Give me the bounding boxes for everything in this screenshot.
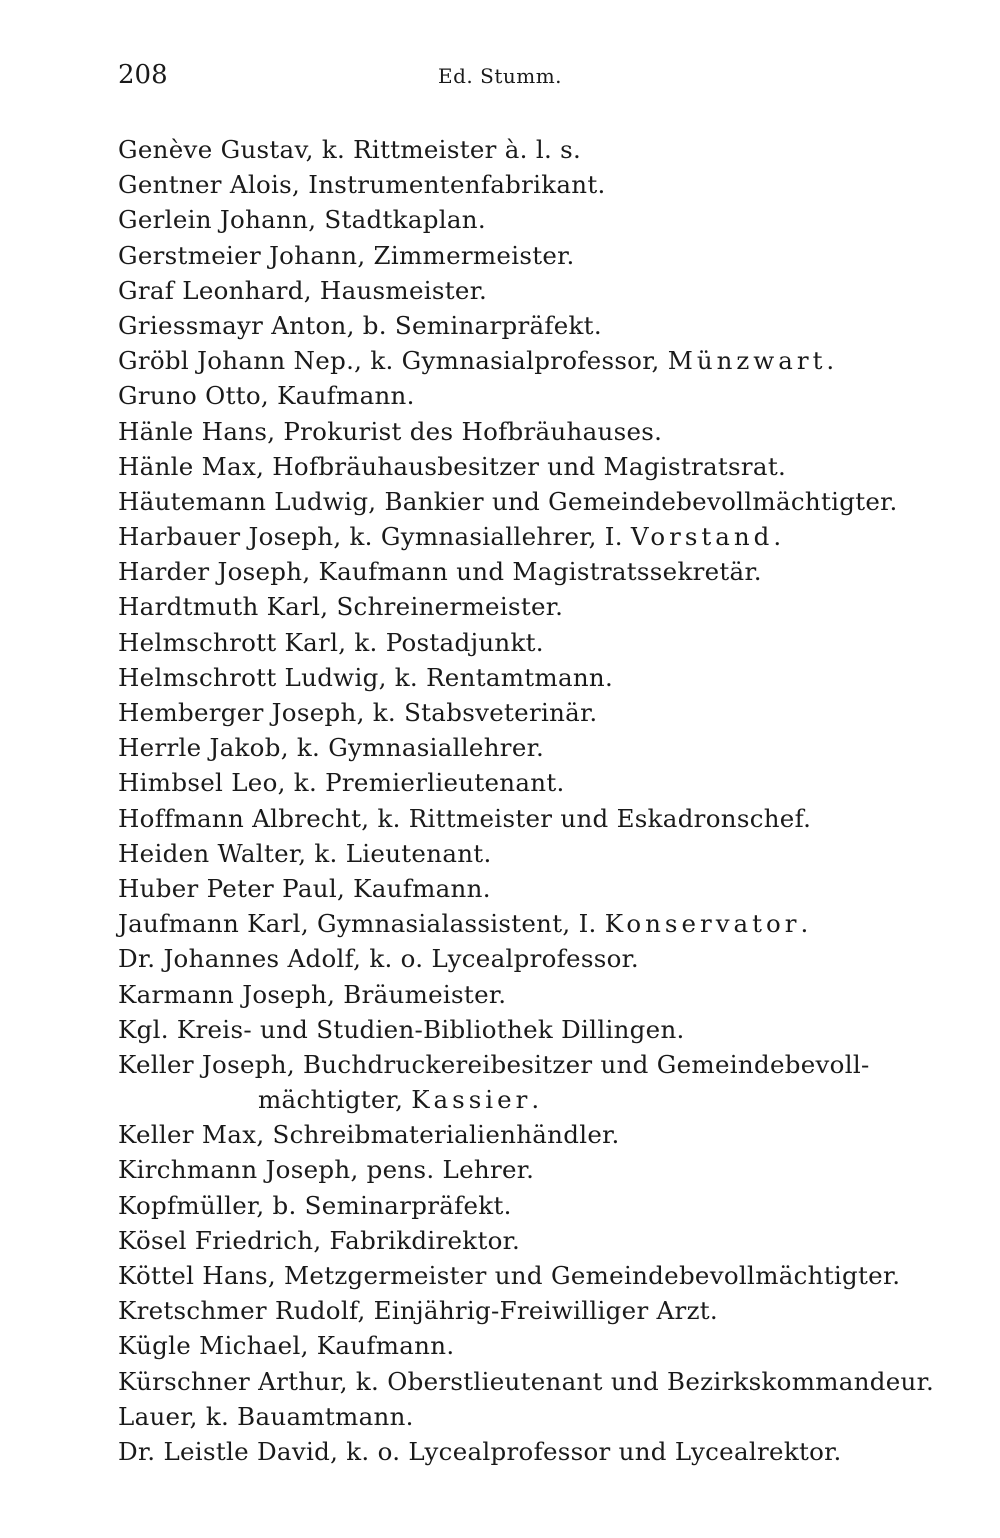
entry-text: Helmschrott Ludwig, k. Rentamtmann. bbox=[118, 662, 614, 692]
list-item bbox=[118, 1117, 898, 1152]
list-item bbox=[118, 1328, 898, 1363]
entry-text: mächtigter, bbox=[258, 1085, 412, 1115]
entry-end: . bbox=[531, 1085, 540, 1115]
entry-text: Kretschmer Rudolf, Einjährig-Freiwilliger Arzt. bbox=[118, 1296, 719, 1326]
entry-end: . bbox=[800, 909, 809, 939]
entry-text: Keller Max, Schreibmaterialienhändler. bbox=[118, 1120, 620, 1150]
list-item bbox=[118, 273, 898, 308]
list-item bbox=[118, 1434, 898, 1469]
entry-text: Harbauer Joseph, k. Gymnasiallehrer, I. bbox=[118, 522, 631, 552]
list-item bbox=[118, 1188, 898, 1223]
entry-office: Kassier bbox=[411, 1085, 532, 1115]
entry-text: Jaufmann Karl, Gymnasialassistent, I. bbox=[118, 909, 605, 939]
list-item bbox=[118, 519, 898, 554]
entry-text: Keller Joseph, Buchdruckereibesitzer und Gemeindebevoll- bbox=[118, 1049, 870, 1079]
list-item bbox=[118, 238, 898, 273]
entry-text: Hänle Hans, Prokurist des Hofbräuhauses. bbox=[118, 416, 663, 446]
entry-text: Kirchmann Joseph, pens. Lehrer. bbox=[118, 1155, 535, 1185]
entry-text: Gruno Otto, Kaufmann. bbox=[118, 381, 415, 411]
list-item bbox=[118, 202, 898, 237]
list-item bbox=[118, 1223, 898, 1258]
list-item bbox=[118, 695, 898, 730]
entry-text: Hardtmuth Karl, Schreinermeister. bbox=[118, 592, 564, 622]
entry-text: Himbsel Leo, k. Premierlieutenant. bbox=[118, 768, 565, 798]
list-item bbox=[118, 554, 898, 589]
list-item bbox=[118, 871, 898, 906]
entry-text: Gröbl Johann Nep., k. Gymnasialprofessor, bbox=[118, 346, 668, 376]
list-item bbox=[118, 132, 898, 167]
entry-text: Karmann Joseph, Bräumeister. bbox=[118, 979, 507, 1009]
list-item bbox=[118, 1399, 898, 1434]
entry-text: Kürschner Arthur, k. Oberstlieutenant und Bezirkskommandeur. bbox=[118, 1366, 935, 1396]
entry-text: Häutemann Ludwig, Bankier und Gemeindebevollmächtigter. bbox=[118, 486, 898, 516]
entry-text: Harder Joseph, Kaufmann und Magistratssekretär. bbox=[118, 557, 762, 587]
list-item bbox=[118, 1047, 898, 1082]
entry-text: Gerstmeier Johann, Zimmermeister. bbox=[118, 240, 575, 270]
list-item bbox=[118, 449, 898, 484]
list-item bbox=[118, 836, 898, 871]
entry-office: Konservator bbox=[604, 909, 801, 939]
list-item bbox=[118, 414, 898, 449]
list-item-continuation bbox=[118, 1082, 898, 1117]
running-head: Ed. Stumm. bbox=[438, 64, 563, 88]
list-item bbox=[118, 167, 898, 202]
entry-office: Vorstand bbox=[630, 522, 774, 552]
list-item bbox=[118, 801, 898, 836]
entry-end: . bbox=[773, 522, 782, 552]
entry-end: . bbox=[826, 346, 835, 376]
entry-text: Dr. Leistle David, k. o. Lycealprofessor und Lycealrektor. bbox=[118, 1436, 842, 1466]
entry-text: Lauer, k. Bauamtmann. bbox=[118, 1401, 414, 1431]
list-item bbox=[118, 378, 898, 413]
entry-text: Gerlein Johann, Stadtkaplan. bbox=[118, 205, 486, 235]
list-item bbox=[118, 730, 898, 765]
list-item bbox=[118, 1012, 898, 1047]
entry-text: Herrle Jakob, k. Gymnasiallehrer. bbox=[118, 733, 545, 763]
list-item bbox=[118, 1293, 898, 1328]
entry-text: Genève Gustav, k. Rittmeister à. l. s. bbox=[118, 135, 582, 164]
entry-text: Kügle Michael, Kaufmann. bbox=[118, 1331, 455, 1361]
list-item bbox=[118, 308, 898, 343]
list-item bbox=[118, 660, 898, 695]
entry-text: Hänle Max, Hofbräuhausbesitzer und Magistratsrat. bbox=[118, 451, 787, 481]
entry-office: Münzwart bbox=[667, 346, 827, 376]
list-item bbox=[118, 1152, 898, 1187]
entry-text: Dr. Johannes Adolf, k. o. Lycealprofessor. bbox=[118, 944, 640, 974]
member-list bbox=[118, 132, 935, 1469]
list-item bbox=[118, 941, 898, 976]
entry-text: Hoffmann Albrecht, k. Rittmeister und Eskadronschef. bbox=[118, 803, 812, 833]
list-item bbox=[118, 1258, 901, 1293]
list-item bbox=[118, 977, 898, 1012]
entry-text: Huber Peter Paul, Kaufmann. bbox=[118, 873, 491, 903]
page-header bbox=[118, 60, 882, 100]
entry-text: Hemberger Joseph, k. Stabsveterinär. bbox=[118, 698, 598, 727]
entry-text: Kgl. Kreis- und Studien-Bibliothek Dillingen. bbox=[118, 1014, 685, 1044]
list-item bbox=[118, 484, 898, 519]
entry-text: Kösel Friedrich, Fabrikdirektor. bbox=[118, 1225, 521, 1255]
entry-text: Köttel Hans, Metzgermeister und Gemeindebevollmächtigter. bbox=[118, 1261, 901, 1290]
list-item bbox=[118, 1364, 935, 1399]
list-item bbox=[118, 906, 898, 941]
list-item bbox=[118, 765, 898, 800]
list-item bbox=[118, 625, 898, 660]
page-number: 208 bbox=[118, 60, 168, 90]
list-item bbox=[118, 589, 898, 624]
entry-text: Graf Leonhard, Hausmeister. bbox=[118, 275, 488, 305]
entry-text: Heiden Walter, k. Lieutenant. bbox=[118, 838, 492, 868]
entry-text: Helmschrott Karl, k. Postadjunkt. bbox=[118, 627, 544, 657]
entry-text: Kopfmüller, b. Seminarpräfekt. bbox=[118, 1190, 512, 1220]
list-item bbox=[118, 343, 898, 378]
entry-text: Griessmayr Anton, b. Seminarpräfekt. bbox=[118, 310, 602, 340]
entry-text: Gentner Alois, Instrumentenfabrikant. bbox=[118, 170, 606, 200]
